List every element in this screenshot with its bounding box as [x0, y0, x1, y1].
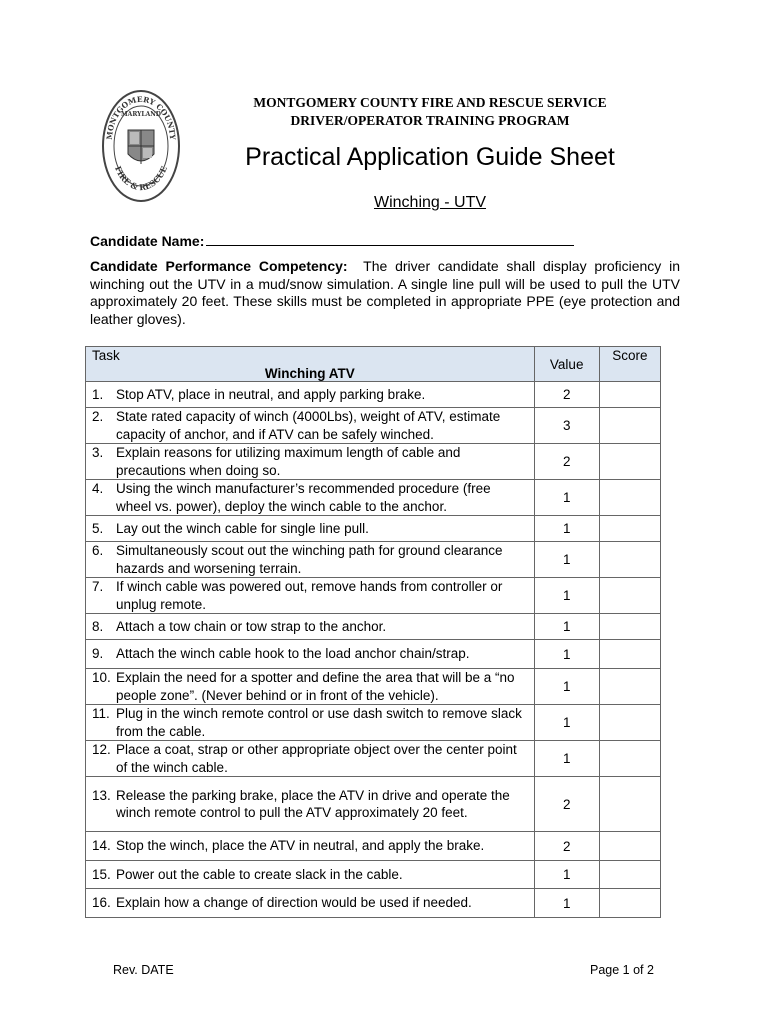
- task-text: Attach a tow chain or tow strap to the anchor.: [116, 618, 387, 634]
- score-cell[interactable]: [599, 578, 660, 614]
- organization-name: MONTGOMERY COUNTY FIRE AND RESCUE SERVICE: [253, 95, 607, 110]
- task-number: 8.: [92, 618, 104, 634]
- value-cell: 1: [534, 705, 599, 741]
- score-cell[interactable]: [599, 889, 660, 918]
- value-cell: 1: [534, 614, 599, 640]
- task-text: Explain how a change of direction would be used if needed.: [116, 895, 472, 911]
- task-cell: [86, 889, 535, 918]
- task-cell: [86, 542, 535, 578]
- score-cell[interactable]: [599, 480, 660, 516]
- competency-text: The driver candidate shall display proficiency in winching out the UTV in a mud/snow simulation. A single line pull will be used to pull the UTV approximately 20 feet. These skills must be completed in appropriate PPE (eye protection and leather gloves).: [90, 258, 681, 327]
- task-text: Power out the cable to create slack in the cable.: [116, 866, 403, 882]
- task-text: Lay out the winch cable for single line pull.: [116, 520, 369, 536]
- value-cell: 1: [534, 640, 599, 669]
- table-header-row: [86, 347, 661, 382]
- value-cell: 1: [534, 480, 599, 516]
- value-cell: 1: [534, 889, 599, 918]
- value-cell: 2: [534, 777, 599, 832]
- task-number: 2.: [92, 409, 104, 424]
- task-text: Using the winch manufacturer’s recommended procedure (free wheel vs. power), deploy the winch cable to the anchor.: [116, 481, 491, 514]
- task-cell: [86, 444, 535, 480]
- table-row: [86, 480, 661, 516]
- score-cell[interactable]: [599, 861, 660, 889]
- task-text: State rated capacity of winch (4000Lbs), weight of ATV, estimate capacity of anchor, and if ATV can be safely winched.: [116, 409, 501, 442]
- candidate-name-field[interactable]: [90, 232, 574, 249]
- task-number: 14.: [92, 838, 111, 854]
- task-cell: [86, 669, 535, 705]
- task-text: Stop ATV, place in neutral, and apply parking brake.: [116, 386, 426, 402]
- score-cell[interactable]: [599, 444, 660, 480]
- competency-paragraph: [90, 258, 680, 328]
- seal-text-bottom: FIRE & RESCUE: [113, 164, 169, 193]
- value-cell: 1: [534, 861, 599, 889]
- table-row: [86, 861, 661, 889]
- value-cell: 2: [534, 832, 599, 861]
- table-row: [86, 542, 661, 578]
- task-cell: [86, 640, 535, 669]
- task-number: 12.: [92, 742, 111, 757]
- task-text: Release the parking brake, place the ATV in drive and operate the winch remote control to pull the ATV approximately 20 feet.: [116, 787, 510, 820]
- value-cell: 1: [534, 741, 599, 777]
- task-cell: [86, 832, 535, 861]
- task-table: [85, 346, 661, 918]
- task-text: If winch cable was powered out, remove hands from controller or unplug remote.: [116, 579, 503, 612]
- task-number: 7.: [92, 579, 104, 594]
- table-row: [86, 832, 661, 861]
- score-column-header: Score: [599, 347, 660, 382]
- value-cell: 1: [534, 578, 599, 614]
- table-row: [86, 578, 661, 614]
- table-row: [86, 669, 661, 705]
- value-cell: 1: [534, 516, 599, 542]
- score-cell[interactable]: [599, 640, 660, 669]
- score-cell[interactable]: [599, 705, 660, 741]
- table-row: [86, 889, 661, 918]
- table-row: [86, 614, 661, 640]
- page-subtitle: Winching - UTV: [373, 194, 487, 211]
- table-row: [86, 408, 661, 444]
- table-row: [86, 516, 661, 542]
- task-text: Explain reasons for utilizing maximum length of cable and precautions when doing so.: [116, 445, 461, 478]
- value-cell: 3: [534, 408, 599, 444]
- task-number: 4.: [92, 481, 104, 496]
- program-name: DRIVER/OPERATOR TRAINING PROGRAM: [290, 113, 570, 128]
- table-row: [86, 741, 661, 777]
- candidate-name-label: Candidate Name:: [90, 233, 205, 249]
- page-title: Practical Application Guide Sheet: [245, 143, 615, 171]
- task-text: Place a coat, strap or other appropriate object over the center point of the winch cable.: [116, 742, 517, 775]
- competency-label: Candidate Performance Competency:: [90, 258, 348, 274]
- task-number: 9.: [92, 646, 104, 662]
- svg-text:FIRE & RESCUE: [113, 164, 169, 192]
- task-number: 3.: [92, 445, 104, 460]
- seal-text-mid: MARYLAND: [121, 111, 161, 118]
- task-number: 10.: [92, 670, 111, 685]
- task-cell: [86, 408, 535, 444]
- score-cell[interactable]: [599, 542, 660, 578]
- score-cell[interactable]: [599, 382, 660, 408]
- score-cell[interactable]: [599, 741, 660, 777]
- table-row: [86, 777, 661, 832]
- task-column-header: [86, 347, 535, 382]
- table-row: [86, 382, 661, 408]
- task-cell: [86, 777, 535, 832]
- value-cell: 1: [534, 669, 599, 705]
- table-row: [86, 640, 661, 669]
- task-text: Attach the winch cable hook to the load anchor chain/strap.: [116, 646, 470, 662]
- task-cell: [86, 614, 535, 640]
- task-number: 16.: [92, 895, 111, 911]
- value-cell: 2: [534, 444, 599, 480]
- task-cell: [86, 480, 535, 516]
- task-header-label: Task: [92, 348, 120, 363]
- revision-label: Rev. DATE: [113, 963, 174, 977]
- score-cell[interactable]: [599, 614, 660, 640]
- candidate-name-line[interactable]: [206, 232, 574, 246]
- task-text: Simultaneously scout out the winching path for ground clearance hazards and worsening terrain.: [116, 543, 503, 576]
- value-cell: 1: [534, 542, 599, 578]
- table-row: [86, 705, 661, 741]
- score-cell[interactable]: [599, 777, 660, 832]
- task-text: Explain the need for a spotter and define the area that will be a “no people zone”. (Never behind or in front of the vehicle).: [116, 670, 515, 703]
- task-cell: [86, 516, 535, 542]
- task-text: Stop the winch, place the ATV in neutral, and apply the brake.: [116, 838, 485, 854]
- task-cell: [86, 578, 535, 614]
- score-cell[interactable]: [599, 408, 660, 444]
- task-cell: [86, 382, 535, 408]
- section-title: Winching ATV: [264, 366, 355, 381]
- task-number: 15.: [92, 866, 111, 882]
- task-number: 1.: [92, 386, 104, 402]
- task-number: 6.: [92, 543, 104, 558]
- task-cell: [86, 861, 535, 889]
- task-cell: [86, 741, 535, 777]
- fire-rescue-seal-logo: [100, 88, 182, 206]
- score-cell[interactable]: [599, 832, 660, 861]
- score-cell[interactable]: [599, 516, 660, 542]
- page-number: Page 1 of 2: [590, 963, 654, 977]
- score-cell[interactable]: [599, 669, 660, 705]
- table-row: [86, 444, 661, 480]
- value-cell: 2: [534, 382, 599, 408]
- task-number: 13.: [92, 787, 111, 803]
- value-column-header: Value: [534, 347, 599, 382]
- task-cell: [86, 705, 535, 741]
- seal-text-top: MONTGOMERY COUNTY: [104, 94, 178, 141]
- task-number: 11.: [92, 706, 110, 721]
- task-text: Plug in the winch remote control or use dash switch to remove slack from the cable.: [116, 706, 522, 739]
- task-number: 5.: [92, 520, 104, 536]
